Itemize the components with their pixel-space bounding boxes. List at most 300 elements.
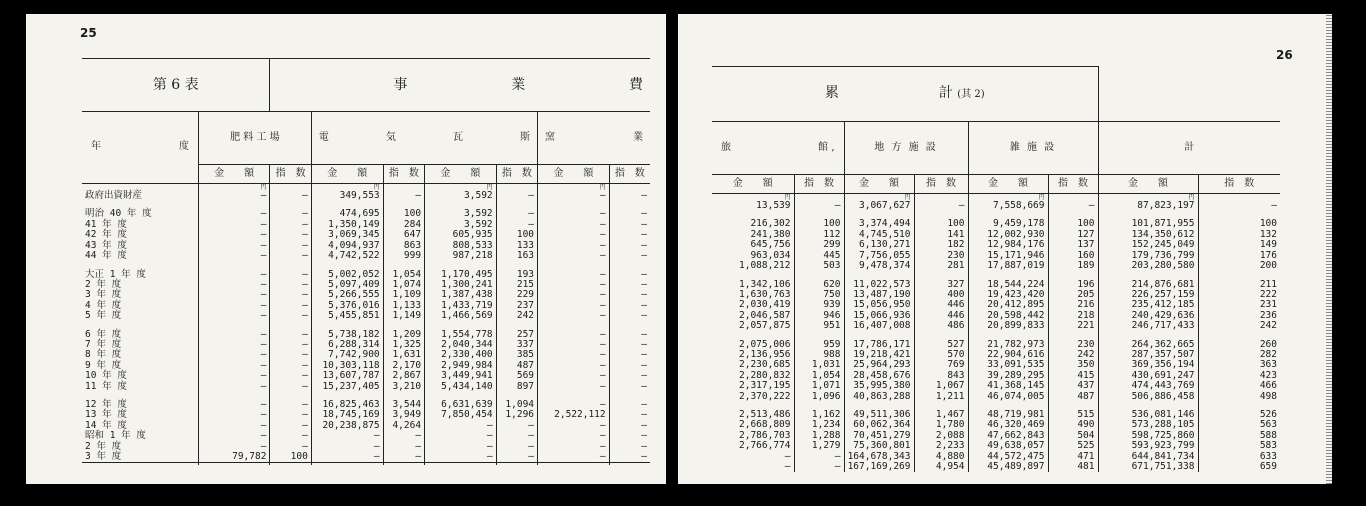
kiln-index: — [609, 270, 650, 280]
fertilizer-index: — [270, 410, 311, 420]
year-label: 14 年 度 [85, 419, 127, 431]
kiln-index: — [609, 220, 650, 230]
inn-amount: 2,057,875 [712, 321, 794, 331]
inn-index: 959 [794, 340, 844, 350]
kiln-index: — [609, 251, 650, 261]
total-amount: 430,691,247 [1098, 371, 1198, 381]
fertilizer-amount: — [198, 270, 270, 280]
table-row [82, 452, 650, 463]
local-amount: 15,056,950 [844, 300, 914, 310]
gas-amount: 2,949,984 [425, 361, 497, 371]
electric-index: 3,949 [383, 410, 424, 420]
total-amount: 203,280,580 [1098, 261, 1198, 271]
electric-amount: 16,825,463 [311, 400, 383, 410]
local-facility-header: 地 方 施 設 [844, 122, 968, 175]
total-index: 222 [1259, 288, 1277, 300]
misc-amount: 46,074,005 [968, 392, 1048, 402]
kiln-index: — [609, 290, 650, 300]
local-index: 1,211 [914, 392, 968, 402]
electric-index: — [383, 431, 424, 441]
misc-amount: 20,598,442 [968, 311, 1048, 321]
local-index: 843 [914, 371, 968, 381]
electric-index: 863 [383, 241, 424, 251]
local-amount: 35,995,380 [844, 381, 914, 391]
fertilizer-index: — [270, 371, 311, 381]
misc-amount: 18,544,224 [968, 280, 1048, 290]
fertilizer-index: — [270, 361, 311, 371]
local-index: 446 [914, 300, 968, 310]
fertilizer-amount: — [198, 361, 270, 371]
misc-index: 471 [1048, 452, 1098, 462]
table-row [712, 381, 1280, 391]
kiln-amount: — [538, 350, 610, 360]
year-label: 10 年 度 [85, 370, 127, 382]
local-index: 230 [914, 251, 968, 261]
kiln-index: — [609, 421, 650, 431]
kiln-amount: — [538, 290, 610, 300]
electric-amount: 7,742,900 [311, 350, 383, 360]
table-bottom-rule [82, 463, 650, 466]
misc-amount: 49,638,057 [968, 441, 1048, 451]
total-amount: 87,823,197 [1098, 201, 1198, 211]
local-index: 141 [914, 230, 968, 240]
total-index: 423 [1259, 369, 1277, 381]
gas-index: — [496, 191, 537, 201]
total-amount: 134,350,612 [1098, 230, 1198, 240]
kiln-index: — [609, 452, 650, 463]
kiln-amount: — [538, 220, 610, 230]
fertilizer-index: 100 [270, 452, 311, 463]
kiln-amount: — [538, 241, 610, 251]
kiln-index: — [609, 350, 650, 360]
table-row [712, 321, 1280, 331]
misc-amount: 48,719,981 [968, 410, 1048, 420]
local-index: — [914, 201, 968, 211]
gas-index: — [496, 220, 537, 230]
local-index: 486 [914, 321, 968, 331]
local-index: 570 [914, 350, 968, 360]
inn-amount: 2,280,832 [712, 371, 794, 381]
misc-index: 100 [1048, 219, 1098, 229]
table-row [82, 311, 650, 321]
kiln-amount: — [538, 251, 610, 261]
electric-amount: 18,745,169 [311, 410, 383, 420]
amount-header: 金 額 [968, 175, 1048, 194]
gas-amount: 1,170,495 [425, 270, 497, 280]
misc-amount: 20,412,895 [968, 300, 1048, 310]
inn-index: 1,096 [794, 392, 844, 402]
inn-amount: 216,302 [712, 219, 794, 229]
local-amount: 60,062,364 [844, 420, 914, 430]
total-index: 242 [1259, 320, 1277, 332]
inn-index: 112 [794, 230, 844, 240]
local-amount: 19,218,421 [844, 350, 914, 360]
table-row [712, 392, 1280, 402]
electric-amount: 4,742,522 [311, 251, 383, 261]
year-label: 3 年 度 [85, 451, 122, 462]
title-char-3: 費 [629, 76, 643, 93]
total-amount: 598,725,860 [1098, 431, 1198, 441]
kiln-amount: — [538, 340, 610, 350]
year-label: 44 年 度 [85, 250, 127, 262]
fertilizer-index: — [270, 241, 311, 251]
inn-amount: — [712, 462, 794, 472]
kiln-index: — [609, 371, 650, 381]
gas-index: 237 [496, 301, 537, 311]
page-edge [1326, 14, 1332, 484]
gas-index: 385 [496, 350, 537, 360]
kiln-amount: — [538, 330, 610, 340]
kiln-amount: — [538, 230, 610, 240]
index-header: 指 数 [496, 165, 537, 184]
fertilizer-index: — [270, 290, 311, 300]
kiln-index: — [609, 280, 650, 290]
gas-amount: 3,592 [425, 220, 497, 230]
misc-index: 127 [1048, 230, 1098, 240]
amount-header: 金 額 [311, 165, 383, 184]
index-header: 指 数 [1198, 175, 1280, 194]
electric-index: 1,209 [383, 330, 424, 340]
misc-index: 415 [1048, 371, 1098, 381]
inn-amount: 2,766,774 [712, 441, 794, 451]
kiln-index: — [609, 301, 650, 311]
year-label: 政府出資財産 [85, 190, 143, 202]
misc-index: 137 [1048, 240, 1098, 250]
gas-amount: 7,850,454 [425, 410, 497, 420]
inn-header-2: 館 , [818, 141, 835, 153]
electric-amount: 5,266,555 [311, 290, 383, 300]
kiln-index: — [609, 330, 650, 340]
amount-header: 金 額 [198, 165, 270, 184]
local-index: 4,880 [914, 452, 968, 462]
total-amount: 671,751,338 [1098, 462, 1198, 472]
inn-amount: 1,088,212 [712, 261, 794, 271]
index-header: 指 数 [383, 165, 424, 184]
electric-index: 1,109 [383, 290, 424, 300]
local-amount: 17,786,171 [844, 340, 914, 350]
electric-header-2: 気 [385, 131, 396, 143]
year-label: 2 年 度 [85, 278, 122, 290]
misc-index: 515 [1048, 410, 1098, 420]
gas-amount: 987,218 [425, 251, 497, 261]
unit-label: 円 [425, 184, 497, 192]
local-amount: 164,678,343 [844, 452, 914, 462]
total-index: 260 [1259, 338, 1277, 350]
inn-index: 1,071 [794, 381, 844, 391]
right-page [678, 14, 1326, 484]
misc-facility-header: 雑 施 設 [968, 122, 1098, 175]
fertilizer-index: — [270, 220, 311, 230]
inn-index: — [794, 201, 844, 211]
misc-amount: 33,091,535 [968, 360, 1048, 370]
fertilizer-header: 肥 料 工 場 [198, 112, 311, 165]
electric-index: 2,867 [383, 371, 424, 381]
total-amount: 536,081,146 [1098, 410, 1198, 420]
inn-index: 1,279 [794, 441, 844, 451]
total-amount: 644,841,734 [1098, 452, 1198, 462]
fertilizer-amount: — [198, 410, 270, 420]
inn-amount: 2,046,587 [712, 311, 794, 321]
unit-label: 円 [844, 194, 914, 202]
misc-index: 218 [1048, 311, 1098, 321]
unit-label: 円 [311, 184, 383, 192]
year-label: 大正 1 年 度 [85, 268, 146, 280]
inn-header-1: 旅 [721, 141, 731, 153]
title-char-2: 業 [511, 76, 526, 93]
fertilizer-amount: — [198, 241, 270, 251]
total-index: 211 [1259, 278, 1277, 290]
electric-index: 1,054 [383, 270, 424, 280]
total-index: 659 [1259, 461, 1277, 472]
inn-amount: 2,136,956 [712, 350, 794, 360]
table-row [82, 251, 650, 261]
misc-amount: 21,782,973 [968, 340, 1048, 350]
local-amount: 49,511,306 [844, 410, 914, 420]
fertilizer-amount: — [198, 382, 270, 392]
electric-header-1: 電 [318, 131, 329, 143]
total-index: — [1271, 200, 1277, 212]
electric-index: — [383, 452, 424, 463]
fertilizer-index: — [270, 340, 311, 350]
year-label: 42 年 度 [85, 229, 127, 241]
misc-amount: 20,899,833 [968, 321, 1048, 331]
fertilizer-index: — [270, 191, 311, 201]
title-char-5: 計 [938, 84, 953, 101]
electric-amount: 13,607,787 [311, 371, 383, 381]
electric-index: 4,264 [383, 421, 424, 431]
kiln-amount: — [538, 209, 610, 219]
unit-label: 円 [712, 194, 794, 202]
local-index: 1,067 [914, 381, 968, 391]
gas-amount: 605,935 [425, 230, 497, 240]
expense-table-left [82, 58, 650, 465]
gas-amount: — [425, 431, 497, 441]
total-amount: 235,412,185 [1098, 300, 1198, 310]
gas-index: 569 [496, 371, 537, 381]
kiln-amount: — [538, 191, 610, 201]
fertilizer-amount: — [198, 220, 270, 230]
kiln-amount: — [538, 280, 610, 290]
kiln-amount: — [538, 382, 610, 392]
inn-index: 1,234 [794, 420, 844, 430]
misc-index: 525 [1048, 441, 1098, 451]
unit-label: 円 [968, 194, 1048, 202]
kiln-index: — [609, 340, 650, 350]
electric-amount: 4,094,937 [311, 241, 383, 251]
year-label: 13 年 度 [85, 409, 127, 421]
misc-amount: 12,002,930 [968, 230, 1048, 240]
kiln-index: — [609, 361, 650, 371]
total-amount: 287,357,507 [1098, 350, 1198, 360]
misc-index: 481 [1048, 462, 1098, 472]
gas-index: 100 [496, 230, 537, 240]
electric-amount: 15,237,405 [311, 382, 383, 392]
gas-amount: 5,434,140 [425, 382, 497, 392]
fertilizer-amount: — [198, 311, 270, 321]
fertilizer-amount: — [198, 290, 270, 300]
misc-amount: 47,662,843 [968, 431, 1048, 441]
electric-index: 1,631 [383, 350, 424, 360]
inn-index: 951 [794, 321, 844, 331]
misc-index: — [1048, 201, 1098, 211]
electric-amount: 474,695 [311, 209, 383, 219]
total-amount: 474,443,769 [1098, 381, 1198, 391]
local-index: 4,954 [914, 462, 968, 472]
kiln-amount: 2,522,112 [538, 410, 610, 420]
total-index: 588 [1259, 429, 1277, 441]
year-label: 8 年 度 [85, 349, 122, 361]
kiln-amount: — [538, 400, 610, 410]
inn-amount: 1,342,106 [712, 280, 794, 290]
expense-table-right [712, 66, 1280, 472]
gas-index: 133 [496, 241, 537, 251]
electric-amount: — [311, 442, 383, 452]
fertilizer-amount: — [198, 251, 270, 261]
left-page [26, 14, 666, 484]
table-row [82, 382, 650, 392]
year-label: 明治 40 年 度 [85, 208, 152, 220]
inn-amount: 963,034 [712, 251, 794, 261]
electric-index: 3,544 [383, 400, 424, 410]
fertilizer-amount: — [198, 230, 270, 240]
local-amount: 13,487,190 [844, 290, 914, 300]
total-index: 633 [1259, 450, 1277, 462]
electric-amount: — [311, 431, 383, 441]
electric-header-3: 瓦 [452, 131, 463, 143]
gas-index: — [496, 209, 537, 219]
gas-amount: 3,449,941 [425, 371, 497, 381]
total-amount: 246,717,433 [1098, 321, 1198, 331]
total-index: 176 [1259, 249, 1277, 261]
kiln-amount: — [538, 431, 610, 441]
inn-index: 445 [794, 251, 844, 261]
year-label: 2 年 度 [85, 440, 122, 452]
inn-amount: 645,756 [712, 240, 794, 250]
year-label: 9 年 度 [85, 359, 122, 371]
fertilizer-amount: — [198, 442, 270, 452]
inn-amount: 2,786,703 [712, 431, 794, 441]
local-amount: 15,066,936 [844, 311, 914, 321]
total-amount: 369,356,194 [1098, 360, 1198, 370]
year-label: 4 年 度 [85, 299, 122, 311]
electric-index: — [383, 442, 424, 452]
electric-index: 1,133 [383, 301, 424, 311]
kiln-index: — [609, 442, 650, 452]
fertilizer-index: — [270, 330, 311, 340]
fertilizer-index: — [270, 400, 311, 410]
total-index: 563 [1259, 419, 1277, 431]
electric-amount: 5,455,851 [311, 311, 383, 321]
electric-amount: 5,376,016 [311, 301, 383, 311]
misc-amount: 41,368,145 [968, 381, 1048, 391]
year-label: 昭和 1 年 度 [85, 430, 146, 442]
year-header-2: 度 [178, 141, 189, 153]
inn-index: 620 [794, 280, 844, 290]
gas-index: — [496, 452, 537, 463]
local-index: 446 [914, 311, 968, 321]
index-header: 指 数 [914, 175, 968, 194]
total-index: 466 [1259, 380, 1277, 392]
misc-amount: 19,423,420 [968, 290, 1048, 300]
fertilizer-amount: — [198, 371, 270, 381]
unit-label: 円 [198, 184, 270, 192]
fertilizer-index: — [270, 421, 311, 431]
kiln-index: — [609, 400, 650, 410]
local-amount: 4,745,510 [844, 230, 914, 240]
local-amount: 40,863,288 [844, 392, 914, 402]
local-amount: 7,756,055 [844, 251, 914, 261]
inn-amount: 2,230,685 [712, 360, 794, 370]
electric-amount: 6,288,314 [311, 340, 383, 350]
fertilizer-amount: — [198, 209, 270, 219]
gas-amount: 6,631,639 [425, 400, 497, 410]
fertilizer-index: — [270, 251, 311, 261]
fertilizer-amount: 79,782 [198, 452, 270, 463]
table-row [712, 201, 1280, 211]
fertilizer-index: — [270, 301, 311, 311]
local-index: 769 [914, 360, 968, 370]
gas-index: 1,094 [496, 400, 537, 410]
gas-amount: 808,533 [425, 241, 497, 251]
local-amount: 70,451,279 [844, 431, 914, 441]
electric-amount: 10,303,118 [311, 361, 383, 371]
kiln-index: — [609, 209, 650, 219]
gas-index: — [496, 431, 537, 441]
misc-amount: 12,984,176 [968, 240, 1048, 250]
total-index: 363 [1259, 359, 1277, 371]
local-amount: 6,130,271 [844, 240, 914, 250]
inn-amount: 2,370,222 [712, 392, 794, 402]
misc-index: 205 [1048, 290, 1098, 300]
year-label: 12 年 度 [85, 398, 127, 410]
table-row [82, 371, 650, 381]
amount-header: 金 額 [712, 175, 794, 194]
electric-amount: 5,097,409 [311, 280, 383, 290]
page-number-right: 26 [1276, 48, 1293, 62]
kiln-index: — [609, 311, 650, 321]
inn-index: 1,162 [794, 410, 844, 420]
local-index: 1,780 [914, 420, 968, 430]
misc-amount: 46,320,469 [968, 420, 1048, 430]
table-row [712, 261, 1280, 271]
amount-header: 金 額 [425, 165, 497, 184]
total-index: 583 [1259, 440, 1277, 452]
gas-amount: 3,592 [425, 191, 497, 201]
gas-amount: — [425, 452, 497, 463]
page-number-left: 25 [80, 26, 97, 40]
inn-amount: — [712, 452, 794, 462]
gas-amount: 1,554,778 [425, 330, 497, 340]
electric-amount: 3,069,345 [311, 230, 383, 240]
local-index: 281 [914, 261, 968, 271]
year-label: 3 年 度 [85, 289, 122, 301]
inn-index: 100 [794, 219, 844, 229]
index-header: 指 数 [609, 165, 650, 184]
misc-amount: 44,572,475 [968, 452, 1048, 462]
table-row [712, 462, 1280, 472]
total-index: 526 [1259, 408, 1277, 420]
misc-amount: 45,489,897 [968, 462, 1048, 472]
kiln-header-1: 窯 [545, 131, 556, 143]
inn-amount: 2,075,006 [712, 340, 794, 350]
year-label: 7 年 度 [85, 338, 122, 350]
year-label: 43 年 度 [85, 239, 127, 251]
total-amount: 226,257,159 [1098, 290, 1198, 300]
gas-index: 487 [496, 361, 537, 371]
local-index: 2,233 [914, 441, 968, 451]
gas-index: 1,296 [496, 410, 537, 420]
fertilizer-index: — [270, 280, 311, 290]
